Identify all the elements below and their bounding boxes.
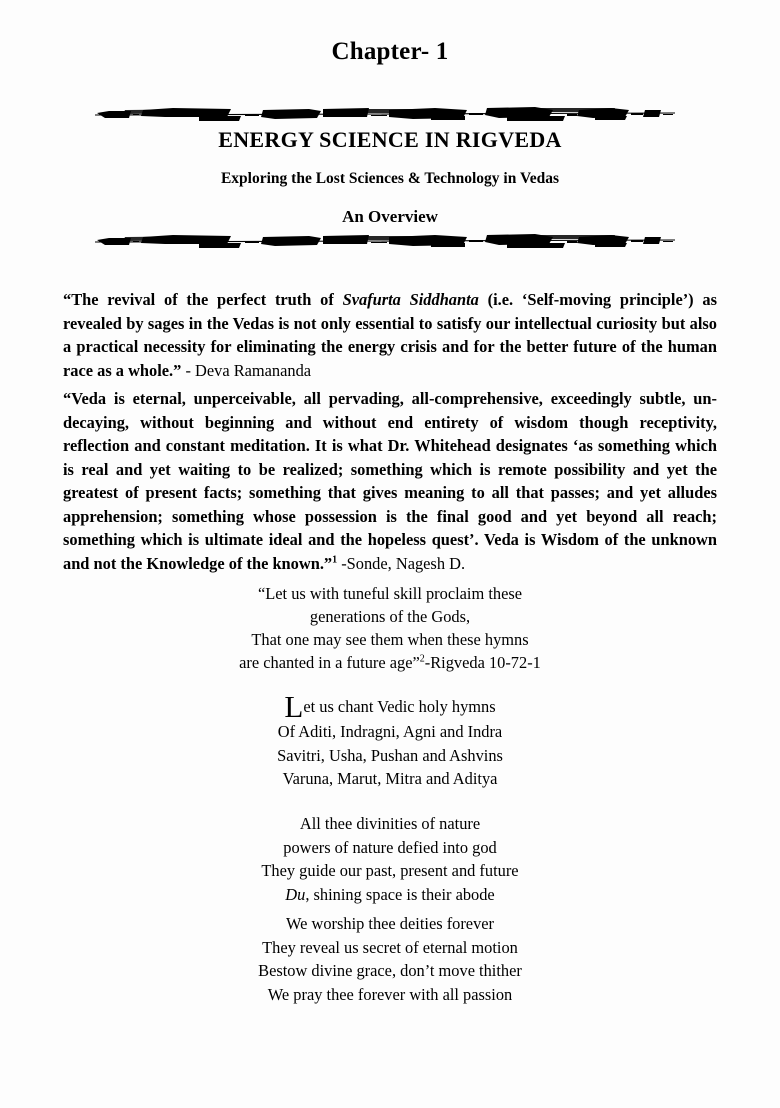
quote-paragraph-ramananda <box>63 288 717 382</box>
quote-two-body: “Veda is eternal, unperceivable, all pervading, all-comprehensive, exceedingly subtle, un-decaying, without beginning and without end entirety of wisdom though receptivity, reflection and constant meditation. It is what Dr. Whitehead designates ‘as something which is real and yet waiting to be realized; something which is remote possibility and yet the greatest of present facts; something that gives meaning to all that passes; and yet alludes apprehension; something whose possession is the final good and yet beyond all reach; something which is ultimate ideal and the hopeless quest’. Veda is Wisdom of the unknown and not the Knowledge of the known.” <box>63 389 717 573</box>
poem-line: Varuna, Marut, Mitra and Aditya <box>282 769 498 789</box>
poem-line-last-rest: , shining space is their abode <box>305 884 495 904</box>
poem-line-last <box>0 883 780 907</box>
poem-line: We pray thee forever with all passion <box>267 984 513 1004</box>
quote-one-attribution: - Deva Ramananda <box>181 360 312 380</box>
verse-citation-line: “Let us with tuneful skill proclaim these <box>257 584 522 603</box>
poem-line: Savitri, Usha, Pushan and Ashvins <box>277 745 503 765</box>
section-heading-overview: An Overview <box>342 207 438 226</box>
verse-citation-rigveda <box>0 582 780 674</box>
footnote-marker-1: 1 <box>332 554 338 566</box>
poem-line-first <box>0 689 780 724</box>
quote-two-attribution: -Sonde, Nagesh D. <box>337 553 466 573</box>
footnote-marker-2: 2 <box>419 653 425 665</box>
page-subtitle: Exploring the Lost Sciences & Technology in Vedas <box>220 170 560 187</box>
page-title: ENERGY SCIENCE IN RIGVEDA <box>218 127 562 152</box>
verse-citation-line: That one may see them when these hymns <box>251 630 529 649</box>
quote-paragraph-sonde <box>63 387 717 575</box>
decorative-rule-icon <box>95 104 675 124</box>
poem-line: Bestow divine grace, don’t move thither <box>258 961 522 980</box>
poem-stanza-one <box>0 689 780 791</box>
poem-line: powers of nature defied into god <box>283 837 497 857</box>
ornamental-divider-bottom <box>95 231 675 251</box>
verse-citation-source: -Rigveda 10-72-1 <box>424 653 541 672</box>
quote-one-part1: “The revival of the perfect truth of <box>63 290 343 310</box>
quote-one-italic-term: Svafurta Siddhanta <box>342 290 479 310</box>
poem-line: Of Aditi, Indragni, Agni and Indra <box>277 722 503 742</box>
poem-line: They reveal us secret of eternal motion <box>262 937 518 957</box>
drop-cap-letter: L <box>284 689 304 724</box>
poem-line-first-rest: et us chant Vedic holy hymns <box>303 697 496 716</box>
poem-stanza-two <box>0 812 780 906</box>
poem-stanza-three <box>0 912 780 1006</box>
verse-citation-line: generations of the Gods, <box>309 607 471 626</box>
poem-line: All thee divinities of nature <box>299 814 481 833</box>
poem-italic-term: Du <box>285 884 306 904</box>
ornamental-divider-top <box>95 104 675 124</box>
poem-line: They guide our past, present and future <box>261 861 519 880</box>
chapter-heading: Chapter- 1 <box>331 38 449 65</box>
verse-citation-line-last <box>0 651 780 674</box>
poem-line: We worship thee deities forever <box>285 914 495 933</box>
quote-one-part2: (i.e. ‘Self-moving principle’) as revealed by sages in the Vedas is not only essential to satisfy our intellectual curiosity but also a practical necessity for eliminating the energy crisis and for the better future of the human race as a whole.” <box>63 290 717 380</box>
verse-citation-line-text: are chanted in a future age” <box>239 653 420 672</box>
decorative-rule-icon <box>95 231 675 251</box>
